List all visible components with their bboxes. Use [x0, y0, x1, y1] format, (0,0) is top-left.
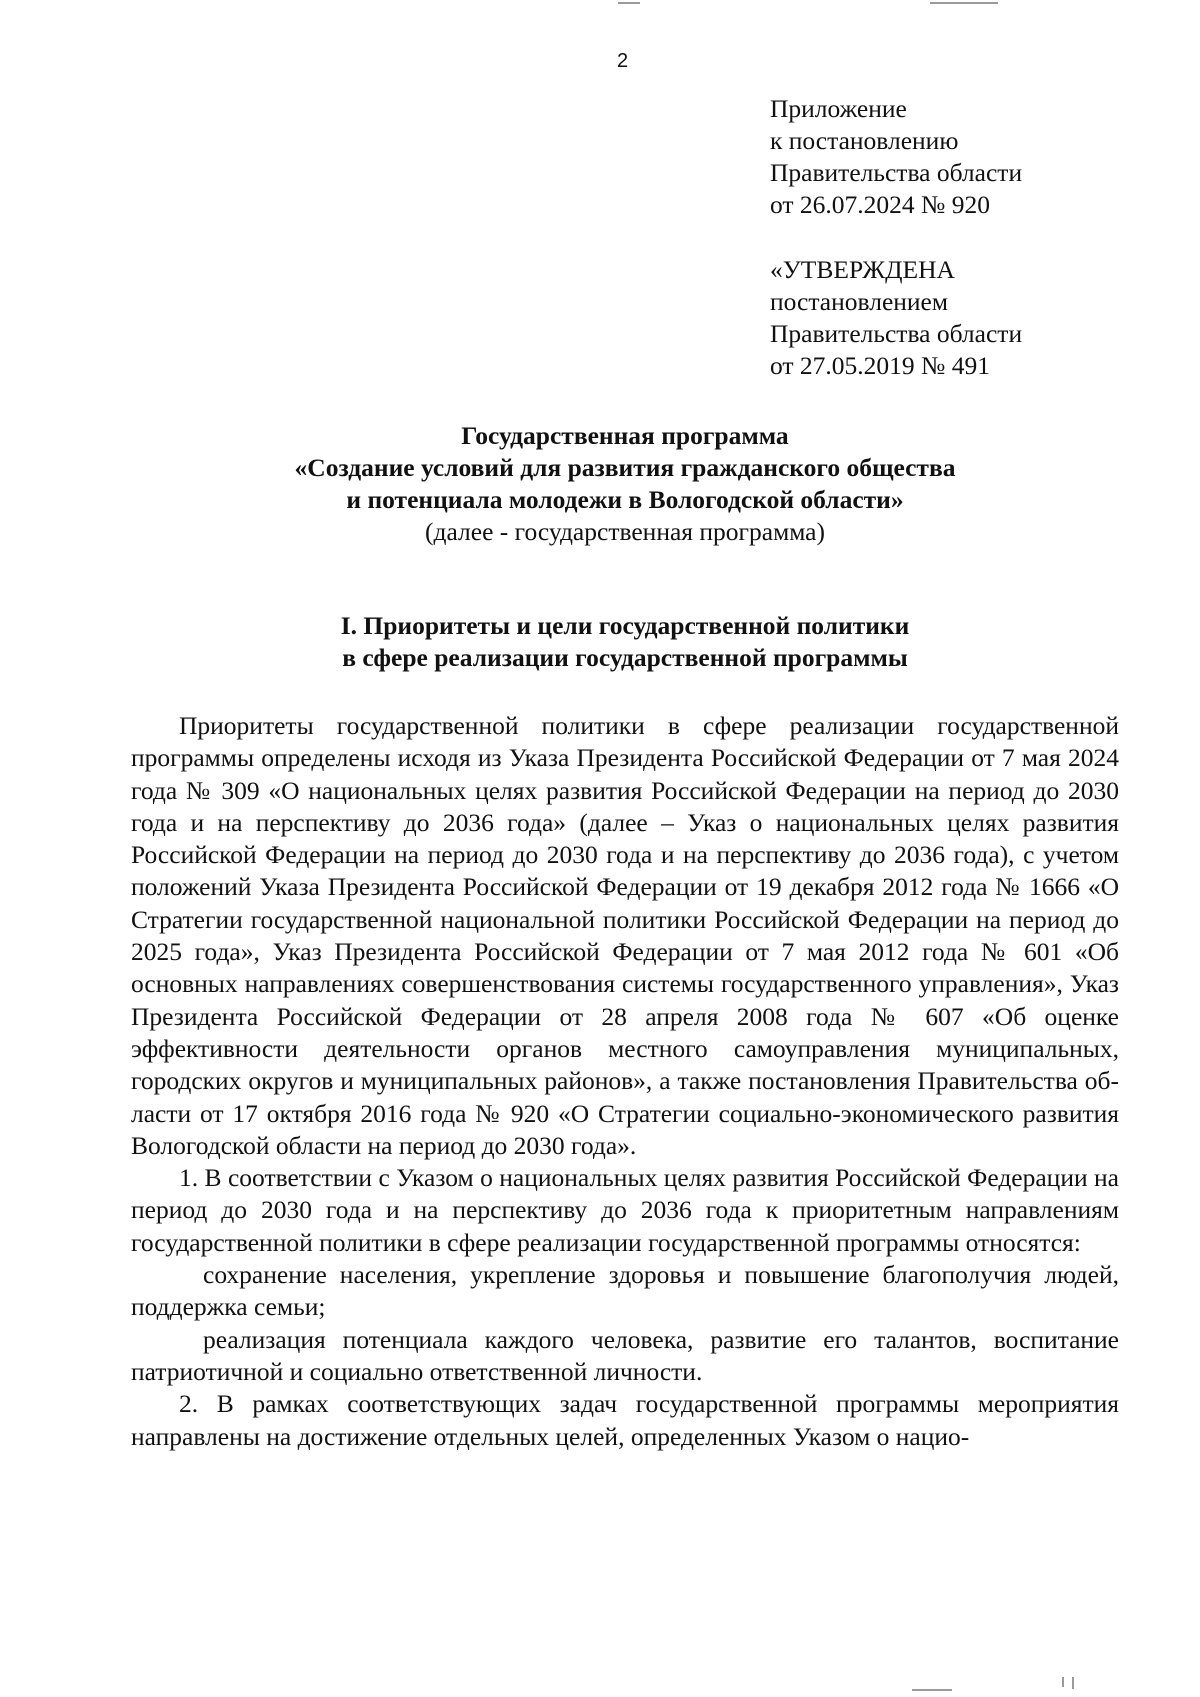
paragraph: 1. В соответствии с Указом о национальных целях развития Российской Федерации на период до 2030 года и на перспективу до 2036 года к приоритетным направлениям государственной политики в сфере реализации государственной программы относятся:: [131, 1163, 1119, 1257]
title-line: и потенциала молодежи в Вологодской области»: [346, 485, 904, 514]
stamp-line: постановлением: [770, 287, 949, 316]
paragraph: сохранение населения, укрепление здоровья и повышение благополучия людей, поддержка семьи;: [131, 1260, 1119, 1322]
title-line: «Создание условий для развития гражданского общества: [294, 453, 956, 482]
scan-artifact: [1072, 1677, 1074, 1689]
scan-artifact: [930, 2, 998, 4]
section-heading: [130, 610, 1120, 674]
stamp-line: от 26.07.2024 № 920: [770, 190, 991, 219]
heading-line: в сфере реализации государственной программы: [342, 643, 908, 672]
appendix-stamp: [770, 93, 1022, 221]
approval-stamp: [770, 254, 1022, 382]
paragraph: 2. В рамках соответствующих задач государственной программы мероприятия направлены на достижение отдельных целей, определенных Указом о нацио-: [131, 1389, 1119, 1451]
stamp-line: от 27.05.2019 № 491: [770, 351, 991, 380]
title-note: (далее - государственная программа): [425, 517, 825, 546]
paragraph: реализация потенциала каждого человека, развитие его талантов, воспитание патриотичной и социально ответственной личности.: [131, 1324, 1119, 1386]
stamp-line: к постановлению: [770, 126, 959, 155]
stamp-line: «УТВЕРЖДЕНА: [770, 255, 955, 284]
program-title: [130, 420, 1120, 548]
body-text: [131, 710, 1119, 1453]
page-number: 2: [616, 50, 629, 72]
scan-artifact: [912, 1689, 952, 1691]
stamp-line: Правительства области: [770, 319, 1023, 348]
paragraph: Приоритеты государственной политики в сфере реализации государственной программы определены исходя из Указа Президента Российской Федерации от 7 мая 2024 года № 309 «О национальных целях развития Российской Федерации на период до 2030 года и на перспективу до 2036 года» (далее – Указ о национальных целях развития Российской Федерации на период до 2030 года и на перспективу до 2036 года), с учетом положений Указа Президента Российской Федерации от 19 декабря 2012 года № 1666 «О Стратегии государственной национальной политики Российской Федерации на период до 2025 года», Указ Президента Российской Федерации от 7 мая 2012 года № 601 «Об основных направлениях совершенствования системы государственного управления», Указ Президента Российской Федерации от 28 апреля 2008 года № 607 «Об оценке эффективности деятельности органов местного самоуправления муниципальных, городских округов и муниципальных районов», а также постановления Правительства области от 17 октября 2016 года № 920 «О Стратегии социально-экономического развития Вологодской области на период до 2030 года».: [131, 711, 1119, 1160]
scan-artifact: [1062, 1677, 1064, 1687]
title-line: Государственная программа: [461, 421, 789, 450]
stamp-line: Правительства области: [770, 158, 1023, 187]
heading-line: I. Приоритеты и цели государственной политики: [340, 611, 910, 640]
scan-artifact: [618, 2, 640, 4]
stamp-line: Приложение: [770, 94, 907, 123]
